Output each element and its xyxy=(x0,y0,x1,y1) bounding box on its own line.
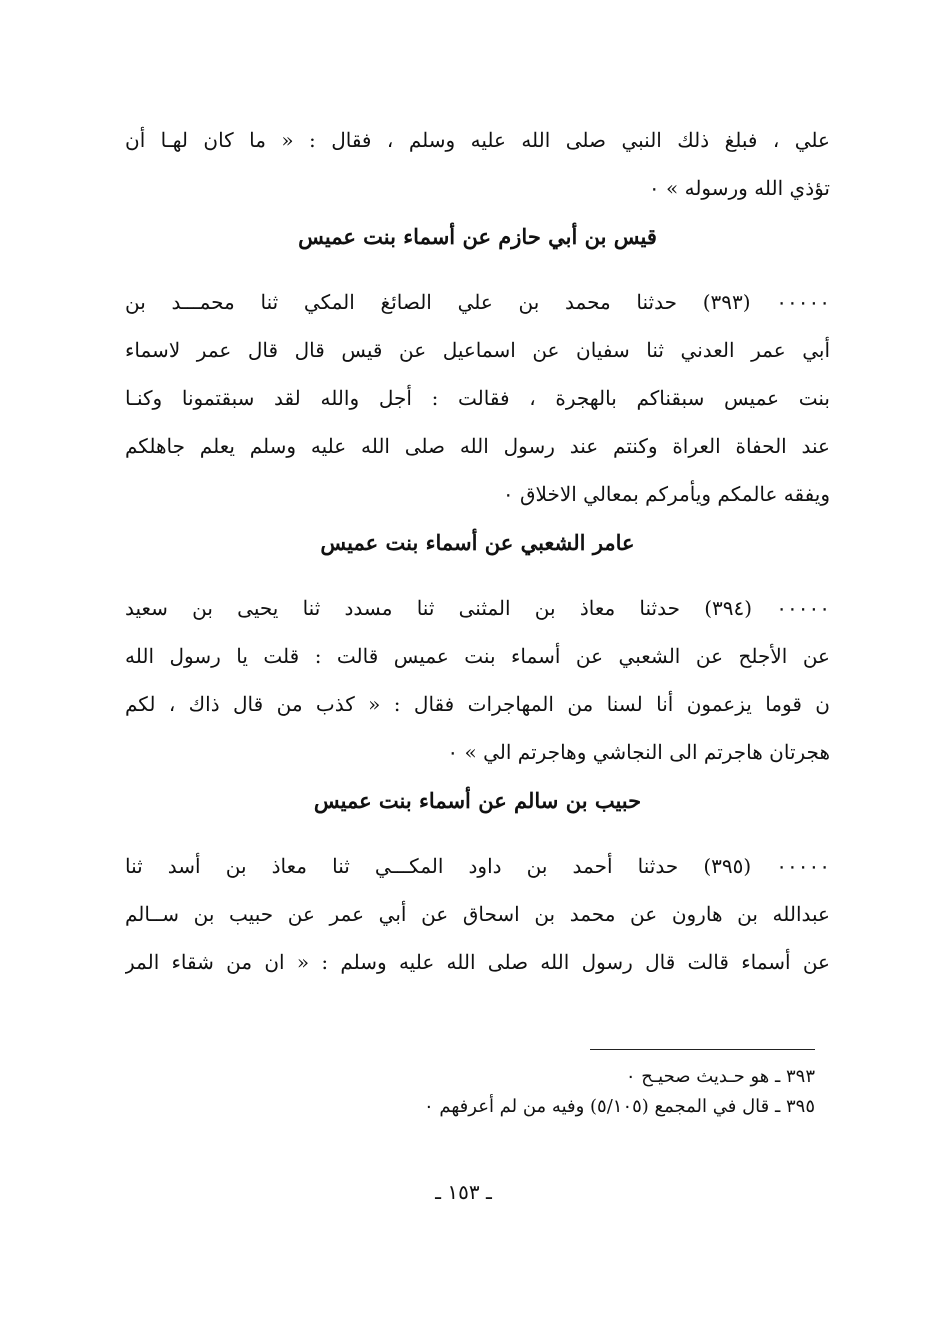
footnote-divider xyxy=(590,1049,815,1050)
section-heading: حبيب بن سالم عن أسماء بنت عميس xyxy=(313,788,642,813)
footnotes xyxy=(395,1062,815,1122)
text-line: عن الأجلح عن الشعبي عن أسماء بنت عميس قالت : قلت يا رسول الله xyxy=(125,644,830,668)
text-line: ويفقه عالمكم ويأمركم بمعالي الاخلاق ٠ xyxy=(502,482,830,506)
page-number: ـ ١٥٣ ـ xyxy=(435,1180,492,1204)
intro-paragraph xyxy=(125,125,830,204)
footnote-395: ٣٩٥ ـ قال في المجمع (٥/١٠٥) وفيه من لم أعرفهم ٠ xyxy=(424,1096,815,1117)
footnote-393: ٣٩٣ ـ هو حـديث صحيـح ٠ xyxy=(625,1066,815,1087)
text-line: عن أسماء قالت قال رسول الله صلى الله عليه وسلم : « ان من شقاء المر xyxy=(125,950,830,974)
section-heading: قيس بن أبي حازم عن أسماء بنت عميس xyxy=(298,224,657,249)
hadith-393 xyxy=(125,287,830,510)
text-line: عند الحفاة العراة وكنتم عند رسول الله صلى الله عليه وسلم يعلم جاهلكم xyxy=(125,434,830,458)
text-line: ن قوما يزعمون أنا لسنا من المهاجرات فقال : « كذب من قال ذاك ، لكم xyxy=(125,692,830,716)
text-line: ٠٠٠٠٠ (٣٩٤) حدثنا معاذ بن المثنى ثنا مسدد ثنا يحيى بن سعيد xyxy=(125,596,830,620)
text-line: ٠٠٠٠٠ (٣٩٥) حدثنا أحمد بن داود المكـــي ثنا معاذ بن أسد ثنا xyxy=(125,854,830,878)
hadith-394 xyxy=(125,593,830,768)
text-line: ٠٠٠٠٠ (٣٩٣) حدثنا محمد بن علي الصائغ المكي ثنا محمـــد بن xyxy=(125,290,830,314)
text-line: بنت عميس سبقناكم بالهجرة ، فقالت : أجل والله لقد سبقتمونا وكنـا xyxy=(125,386,830,410)
page-body xyxy=(125,125,830,995)
text-line: أبي عمر العدني ثنا سفيان عن اسماعيل عن قيس قال قال عمر لاسماء xyxy=(125,338,830,362)
text-line: علي ، فبلغ ذلك النبي صلى الله عليه وسلم ، فقال : « ما كان لهـا أن xyxy=(125,128,830,152)
text-line: عبدالله بن هارون عن محمد بن اسحاق عن أبي عمر عن حبيب بن ســالم xyxy=(125,902,830,926)
text-line: هجرتان هاجرتم الى النجاشي وهاجرتم الي » ٠ xyxy=(447,740,830,764)
hadith-395 xyxy=(125,851,830,978)
section-heading: عامر الشعبي عن أسماء بنت عميس xyxy=(320,530,635,555)
text-line: تؤذي الله ورسوله » ٠ xyxy=(648,176,830,200)
